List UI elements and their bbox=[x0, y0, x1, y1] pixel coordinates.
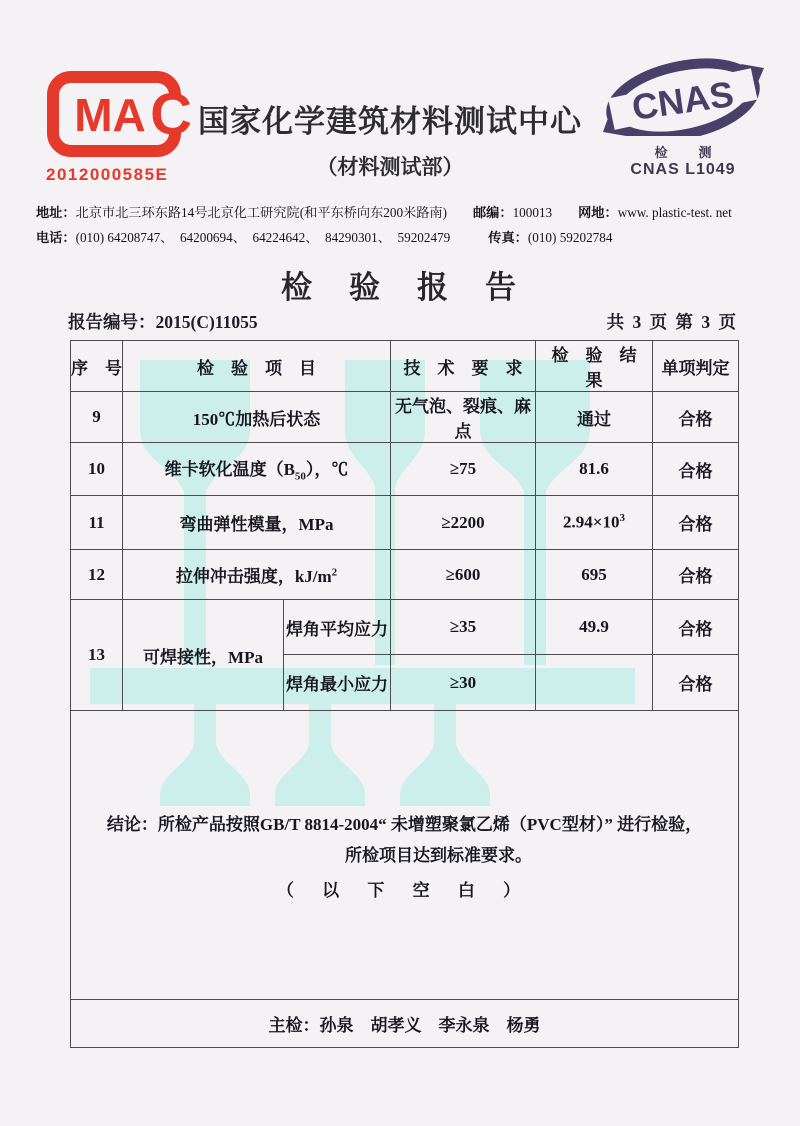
conclusion-paragraph bbox=[71, 810, 738, 866]
cma-logo bbox=[46, 70, 196, 185]
report-number bbox=[68, 309, 258, 334]
row11-result-superscript: 3 bbox=[619, 512, 625, 525]
row10-verdict: 合格 bbox=[653, 443, 739, 496]
row9-verdict: 合格 bbox=[653, 392, 739, 443]
contact-line1 bbox=[36, 200, 766, 225]
row9-no: 9 bbox=[71, 392, 123, 443]
zip-label: 邮编： bbox=[473, 205, 513, 220]
row11-item: 弯曲弹性模量，MPa bbox=[123, 496, 391, 550]
tel-label: 电话： bbox=[36, 230, 76, 245]
inspector-label: 主检： bbox=[268, 1016, 320, 1035]
row13-item: 可焊接性，MPa bbox=[123, 600, 284, 711]
cma-logo-icon bbox=[46, 70, 194, 158]
cnas-logo-text: CNAS bbox=[629, 73, 737, 128]
contact-line2 bbox=[36, 225, 766, 250]
row10-requirement: ≥75 bbox=[391, 443, 536, 496]
row13-sub1-requirement: ≥35 bbox=[391, 600, 536, 655]
row13-sub1-result: 49.9 bbox=[536, 600, 653, 655]
header-requirement: 技 术 要 求 bbox=[391, 341, 536, 392]
org-name: 国家化学建筑材料测试中心 bbox=[198, 104, 582, 139]
row11-result-text: 2.94×10 bbox=[563, 512, 620, 532]
table-row bbox=[71, 392, 739, 443]
header-seq: 序 号 bbox=[71, 341, 123, 392]
cma-c-text: C bbox=[150, 82, 192, 147]
row13-sub2-name: 焊角最小应力 bbox=[284, 655, 391, 711]
row9-item: 150℃加热后状态 bbox=[123, 392, 391, 443]
row12-item bbox=[123, 550, 391, 600]
cnas-logo bbox=[598, 56, 768, 179]
cma-cert-number: 2012000585E bbox=[46, 165, 169, 184]
row10-no: 10 bbox=[71, 443, 123, 496]
row13-sub2-requirement: ≥30 bbox=[391, 655, 536, 711]
web-value: www. plastic-test. net bbox=[617, 205, 732, 220]
row12-item-text: 拉伸冲击强度，kJ/m bbox=[175, 567, 332, 586]
row13-sub1-verdict: 合格 bbox=[653, 600, 739, 655]
conclusion-label: 结论： bbox=[106, 814, 158, 834]
header-verdict: 单项判定 bbox=[653, 341, 739, 392]
report-number-label: 报告编号： bbox=[68, 312, 156, 332]
conclusion-cell bbox=[71, 711, 739, 1000]
results-table bbox=[70, 340, 739, 1048]
table-row bbox=[71, 443, 739, 496]
cnas-logo-icon bbox=[598, 56, 768, 136]
row13-sub1-name: 焊角平均应力 bbox=[284, 600, 391, 655]
row11-requirement: ≥2200 bbox=[391, 496, 536, 550]
table-row bbox=[71, 600, 739, 655]
address-value: 北京市北三环东路14号北京化工研究院(和平东桥向东200米路南) bbox=[75, 205, 447, 220]
row10-item-subscript: 50 bbox=[294, 470, 306, 483]
footer-row bbox=[71, 1000, 739, 1048]
header-result: 检 验 结 果 bbox=[536, 341, 653, 392]
row12-item-superscript: 2 bbox=[331, 566, 338, 579]
conclusion-line2: 所检项目达到标准要求。 bbox=[345, 845, 532, 865]
inspector-cell bbox=[71, 1000, 739, 1048]
cma-ma-text: MA bbox=[74, 89, 146, 141]
header-item: 检 验 项 目 bbox=[123, 341, 391, 392]
tel-value: (010) 64208747、 64200694、 64224642、 84290301、 59202479 bbox=[75, 230, 451, 245]
row12-no: 12 bbox=[71, 550, 123, 600]
row13-sub2-result bbox=[536, 655, 653, 711]
row12-verdict: 合格 bbox=[653, 550, 739, 600]
conclusion-line1: 所检产品按照GB/T 8814-2004“ 未增塑聚氯乙烯（PVC型材）” 进行检验， bbox=[157, 814, 703, 834]
report-pagination: 共 3 页 第 3 页 bbox=[606, 312, 738, 332]
row12-result: 695 bbox=[536, 550, 653, 600]
contact-block bbox=[36, 200, 766, 250]
report-number-value: 2015(C)11055 bbox=[155, 312, 258, 332]
table-row bbox=[71, 496, 739, 550]
cnas-category: 检 测 bbox=[654, 145, 721, 160]
table-header-row bbox=[71, 341, 739, 392]
row10-result: 81.6 bbox=[536, 443, 653, 496]
row11-no: 11 bbox=[71, 496, 123, 550]
inspector-names: 孙泉 胡孝义 李永泉 杨勇 bbox=[319, 1016, 541, 1035]
department-name: （材料测试部） bbox=[316, 155, 464, 179]
conclusion-row bbox=[71, 711, 739, 1000]
fax-label: 传真： bbox=[488, 230, 528, 245]
cnas-cert-number: CNAS L1049 bbox=[630, 161, 736, 178]
row11-verdict: 合格 bbox=[653, 496, 739, 550]
blank-below-note: （ 以 下 空 白 ） bbox=[276, 880, 533, 900]
row13-no: 13 bbox=[71, 600, 123, 711]
row13-sub2-verdict: 合格 bbox=[653, 655, 739, 711]
address-label: 地址： bbox=[36, 205, 76, 220]
row10-item bbox=[123, 443, 391, 496]
row10-item-text: 维卡软化温度（B bbox=[164, 460, 295, 480]
report-title: 检 验 报 告 bbox=[281, 270, 519, 305]
fax-value: (010) 59202784 bbox=[527, 230, 613, 245]
web-label: 网地： bbox=[578, 205, 618, 220]
report-meta bbox=[68, 309, 738, 334]
row11-result bbox=[536, 496, 653, 550]
table-row bbox=[71, 550, 739, 600]
zip-value: 100013 bbox=[512, 205, 553, 220]
row12-requirement: ≥600 bbox=[391, 550, 536, 600]
row9-requirement: 无气泡、裂痕、麻点 bbox=[391, 392, 536, 443]
row9-result: 通过 bbox=[536, 392, 653, 443]
row10-item-tail: ），℃ bbox=[305, 460, 349, 480]
